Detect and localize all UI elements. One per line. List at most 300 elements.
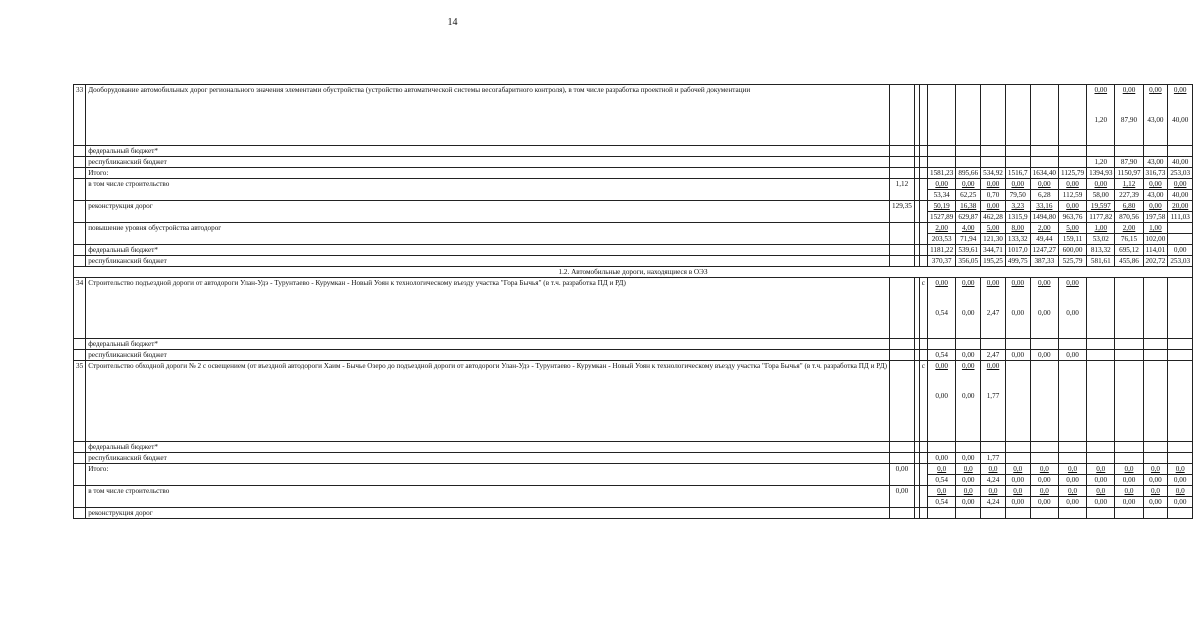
extra-cell [919,464,927,486]
value-cell [1059,339,1087,350]
value-cell [1115,350,1143,361]
value-top: 0,0 [1143,464,1168,475]
row-label: в том числе строительство [86,179,890,201]
budget-row [74,453,1193,464]
extra-cell [919,486,927,508]
value-bottom: 0,70 [981,190,1006,201]
value-cell: 0,54 [927,350,955,361]
value-cell: 1017,0 [1005,245,1030,256]
value-bottom: 121,30 [981,234,1006,245]
value-cell [1087,442,1115,453]
extra-cell [919,508,927,519]
value-top: 0,0 [1030,486,1058,497]
value-cell: 195,25 [981,256,1006,267]
extra-cell [890,442,915,453]
budget-row [74,442,1193,453]
value-cell [1115,278,1143,339]
value-cell [1115,339,1143,350]
empty-cell [74,486,86,508]
value-top: 0,0 [981,486,1006,497]
value-cell: 1,77 [981,453,1006,464]
value-cell [1030,278,1058,339]
value-cell [1030,85,1058,146]
value-cell [1115,361,1143,442]
value-cell [927,508,955,519]
value-cell [1143,278,1168,339]
row-label: федеральный бюджет* [86,339,890,350]
row-label: повышение уровня обустройства автодорог [86,223,890,245]
item-number: 34 [74,278,86,339]
extra-cell [919,245,927,256]
extra-cell [890,339,915,350]
value-top: 0,00 [961,279,975,287]
value-cell: 1516,7 [1005,168,1030,179]
value-cell: 253,03 [1168,256,1193,267]
value-bottom: 1315,9 [1005,212,1030,223]
value-top: 0,0 [1115,464,1143,475]
row-label: федеральный бюджет* [86,146,890,157]
value-top: 0,00 [1168,179,1193,190]
value-top: 0,00 [956,179,981,190]
value-top: 0,0 [1030,464,1058,475]
value-top: 0,0 [1087,486,1115,497]
section-row [74,267,1193,278]
value-cell: 0,00 [927,453,955,464]
value-cell [956,361,981,442]
value-bottom: 71,94 [956,234,981,245]
value-bottom: 0,00 [1143,475,1168,486]
extra-cell [890,278,915,339]
value-cell [1030,146,1058,157]
value-bottom: 462,28 [981,212,1006,223]
value-cell [1143,339,1168,350]
value-bottom: 4,24 [981,475,1006,486]
value-cell [1059,508,1087,519]
item-label: Строительство подъездной дороги от автодороги Улан-Удэ - Турунтаево - Курумкан - Новый Уоян к технологическому въезду участка "Гора Бычья" (в т.ч. разработка ПД и РД) [86,278,890,339]
value-top: 0,0 [1059,464,1087,475]
value-top: 0,0 [956,486,981,497]
item-row [74,361,1193,442]
value-bottom: 870,56 [1115,212,1143,223]
value-top: 5,00 [1059,223,1087,234]
value-cell: 202,72 [1143,256,1168,267]
value-cell [1087,508,1115,519]
value-top: 0,00 [1087,179,1115,190]
value-bottom: 40,00 [1168,190,1193,201]
value-cell [1143,361,1168,442]
budget-row [74,146,1193,157]
split-row-top [74,464,1193,475]
value-top: 0,00 [1149,86,1162,94]
value-top: 0,00 [1143,201,1168,212]
extra-cell [919,157,927,168]
value-cell: 356,05 [956,256,981,267]
empty-cell [74,245,86,256]
value-cell: 539,61 [956,245,981,256]
value-top: 0,00 [981,179,1006,190]
extra-cell [890,157,915,168]
empty-cell [74,168,86,179]
value-bottom: 79,50 [1005,190,1030,201]
value-cell [1087,339,1115,350]
value-bottom: 111,03 [1168,212,1193,223]
extra-cell [919,146,927,157]
value-top: 0,00 [927,179,955,190]
value-cell [1168,453,1193,464]
value-bottom: 0,00 [1030,497,1058,508]
budget-row [74,168,1193,179]
value-cell: 1125,79 [1059,168,1087,179]
value-top: 0,0 [927,464,955,475]
budget-table [73,84,1193,519]
row-label: федеральный бюджет* [86,245,890,256]
value-cell [1143,508,1168,519]
value-cell [1115,453,1143,464]
empty-cell [74,339,86,350]
value-bottom: 0,00 [1115,497,1143,508]
split-row-top [74,223,1193,234]
row-label: федеральный бюджет* [86,442,890,453]
value-top: 0,00 [1066,279,1079,287]
value-cell [1005,157,1030,168]
budget-row [74,339,1193,350]
value-top: 0,00 [935,279,948,287]
value-bottom: 0,00 [1087,475,1115,486]
row-label: республиканский бюджет [86,157,890,168]
value-cell [981,146,1006,157]
extra-cell [919,223,927,245]
empty-cell [74,464,86,486]
value-cell [1005,278,1030,339]
value-bottom: 87,90 [1120,116,1138,124]
value-cell [927,442,955,453]
empty-cell [74,453,86,464]
value-top: 3,23 [1005,201,1030,212]
value-cell [956,508,981,519]
value-cell: 344,71 [981,245,1006,256]
value-top: 0,00 [981,201,1006,212]
value-bottom: 1,20 [1094,116,1108,124]
value-cell [1005,508,1030,519]
value-bottom: 0,00 [935,392,948,400]
value-bottom: 0,00 [1011,309,1025,317]
value-top: 4,00 [956,223,981,234]
value-cell: 534,92 [981,168,1006,179]
row-label: республиканский бюджет [86,453,890,464]
value-bottom: 58,00 [1087,190,1115,201]
value-bottom: 1,77 [986,392,1000,400]
value-cell [1168,339,1193,350]
value-cell [1168,442,1193,453]
value-bottom: 1527,89 [927,212,955,223]
value-cell [1143,442,1168,453]
split-row-top [74,179,1193,190]
budget-row [74,245,1193,256]
value-bottom: 43,00 [1143,190,1168,201]
table-body [74,85,1193,519]
extra-cell: 1,12 [890,179,915,201]
value-top: 20,00 [1168,201,1193,212]
value-bottom: 62,25 [956,190,981,201]
value-bottom: 0,00 [961,392,975,400]
value-cell [1005,146,1030,157]
value-top: 0,0 [1005,486,1030,497]
value-cell [1030,442,1058,453]
value-cell [1059,442,1087,453]
value-bottom: 112,59 [1059,190,1087,201]
value-bottom: 0,54 [927,475,955,486]
item-label: Строительство обходной дороги № 2 с освещением (от въездной автодороги Хаим - Бычье Озеро до подъездной дороги от автодороги Улан-Удэ - Турунтаево - Курумкан - Новый Уоян к технологическому въезду участка "Гора Бычья" (в т.ч. разработка ПД и РД) [86,361,890,442]
value-top [1168,223,1193,234]
value-bottom: 0,54 [935,309,948,317]
value-top: 0,00 [1059,201,1087,212]
value-cell: 1634,40 [1030,168,1058,179]
extra-cell [919,339,927,350]
value-cell [981,442,1006,453]
value-bottom: 0,00 [1066,309,1079,317]
value-cell: 43,00 [1143,157,1168,168]
value-bottom: 963,76 [1059,212,1087,223]
extra-cell [919,442,927,453]
value-top: 0,00 [1094,86,1108,94]
value-cell: 253,03 [1168,168,1193,179]
value-bottom: 227,39 [1115,190,1143,201]
value-cell [927,146,955,157]
item-label: Дооборудование автомобильных дорог регионального значения элементами обустройства (устройство автоматической системы весогабаритного контроля), в том числе разработка проектной и рабочей документации [86,85,890,146]
value-cell [1030,508,1058,519]
value-bottom: 0,00 [1038,309,1051,317]
value-cell [1087,278,1115,339]
value-bottom: 0,00 [1059,475,1087,486]
extra-cell: 129,35 [890,201,915,223]
value-cell: 114,01 [1143,245,1168,256]
row-label: в том числе строительство [86,486,890,508]
value-cell [927,339,955,350]
value-bottom: 0,00 [956,497,981,508]
extra-cell [890,146,915,157]
value-bottom: 53,34 [927,190,955,201]
value-bottom [1168,234,1193,245]
empty-cell [74,350,86,361]
extra-cell [919,168,927,179]
value-cell [956,442,981,453]
empty-cell [74,201,86,223]
split-row-top [74,201,1193,212]
value-cell [1005,339,1030,350]
value-cell [1115,508,1143,519]
value-bottom: 629,87 [956,212,981,223]
value-top: 6,80 [1115,201,1143,212]
extra-cell [919,453,927,464]
value-cell [927,85,955,146]
value-top: 0,0 [956,464,981,475]
value-cell [1059,453,1087,464]
extra-cell: с [919,278,927,339]
value-top: 1,12 [1115,179,1143,190]
value-cell [981,278,1006,339]
value-bottom: 0,00 [1168,497,1193,508]
value-top: 1,00 [1143,223,1168,234]
value-bottom: 0,54 [927,497,955,508]
value-bottom: 0,00 [1005,475,1030,486]
extra-cell [919,256,927,267]
value-top: 0,00 [1030,179,1058,190]
value-cell [1143,85,1168,146]
value-cell [927,278,955,339]
value-bottom: 1494,80 [1030,212,1058,223]
extra-cell: 0,00 [890,464,915,486]
value-cell [1143,350,1168,361]
value-bottom: 0,00 [1005,497,1030,508]
value-top: 0,00 [1122,86,1136,94]
value-bottom: 1177,82 [1087,212,1115,223]
value-cell [981,361,1006,442]
extra-cell [890,85,915,146]
extra-cell [890,223,915,245]
value-cell: 1150,97 [1115,168,1143,179]
empty-cell [74,442,86,453]
value-cell [981,339,1006,350]
value-top: 0,00 [935,362,948,370]
value-cell: 813,32 [1087,245,1115,256]
row-label: реконструкция дорог [86,201,890,223]
value-cell [956,157,981,168]
value-top: 0,0 [927,486,955,497]
value-bottom: 0,00 [1168,475,1193,486]
value-cell [1115,146,1143,157]
item-row [74,278,1193,339]
value-bottom: 0,00 [1059,497,1087,508]
value-top: 50,19 [927,201,955,212]
value-top: 0,00 [986,279,1000,287]
extra-cell: с [919,361,927,442]
value-cell: 0,00 [1059,350,1087,361]
value-bottom: 0,00 [961,309,975,317]
value-top: 2,00 [1030,223,1058,234]
value-cell [1143,453,1168,464]
value-cell [1115,85,1143,146]
value-top: 0,0 [1168,486,1193,497]
budget-row [74,508,1193,519]
value-cell: 455,86 [1115,256,1143,267]
empty-cell [74,157,86,168]
value-cell [1059,278,1087,339]
value-cell [956,146,981,157]
value-cell [1143,146,1168,157]
value-cell [1168,146,1193,157]
value-bottom: 6,28 [1030,190,1058,201]
value-cell [1087,453,1115,464]
item-number: 33 [74,85,86,146]
value-cell [1087,350,1115,361]
value-top: 0,0 [981,464,1006,475]
value-bottom: 53,02 [1087,234,1115,245]
value-cell: 0,00 [1005,350,1030,361]
value-bottom: 0,00 [1087,497,1115,508]
value-top: 0,00 [1143,179,1168,190]
value-top: 2,00 [927,223,955,234]
value-cell [1005,361,1030,442]
value-top: 0,0 [1168,464,1193,475]
value-top: 16,38 [956,201,981,212]
value-cell [1059,157,1087,168]
budget-row [74,157,1193,168]
value-top: 0,00 [961,362,975,370]
value-cell: 581,61 [1087,256,1115,267]
value-top: 8,00 [1005,223,1030,234]
value-cell: 387,33 [1030,256,1058,267]
value-cell: 40,00 [1168,157,1193,168]
value-top: 19,597 [1087,201,1115,212]
item-number: 35 [74,361,86,442]
value-cell [1030,361,1058,442]
value-cell [1030,157,1058,168]
value-cell [927,361,955,442]
empty-cell [74,256,86,267]
value-cell [956,339,981,350]
value-cell [1059,85,1087,146]
value-cell [1087,361,1115,442]
value-cell: 1,20 [1087,157,1115,168]
value-cell [1168,278,1193,339]
value-bottom: 4,24 [981,497,1006,508]
value-bottom: 159,11 [1059,234,1087,245]
value-cell: 370,37 [927,256,955,267]
value-cell: 2,47 [981,350,1006,361]
budget-row [74,256,1193,267]
value-top: 0,00 [1038,279,1051,287]
row-label: республиканский бюджет [86,256,890,267]
section-heading: 1.2. Автомобильные дороги, находящиеся в ОЭЗ [74,267,1193,278]
value-cell [1168,508,1193,519]
row-label: республиканский бюджет [86,350,890,361]
extra-cell [890,361,915,442]
value-cell: 0,00 [956,350,981,361]
empty-cell [74,508,86,519]
value-cell [1168,350,1193,361]
value-cell [1168,85,1193,146]
extra-cell [890,508,915,519]
item-row [74,85,1193,146]
value-cell: 0,00 [956,453,981,464]
value-cell [956,85,981,146]
value-top: 0,00 [1173,86,1187,94]
value-top: 0,00 [1005,179,1030,190]
value-cell: 1581,23 [927,168,955,179]
extra-cell [890,168,915,179]
value-top: 5,00 [981,223,1006,234]
extra-cell [919,85,927,146]
value-bottom: 76,15 [1115,234,1143,245]
value-cell [1168,361,1193,442]
value-top: 0,0 [1059,486,1087,497]
value-cell [1030,453,1058,464]
value-cell [1005,85,1030,146]
value-bottom: 133,32 [1005,234,1030,245]
extra-cell [919,350,927,361]
value-cell: 600,00 [1059,245,1087,256]
value-bottom: 2,47 [986,309,1000,317]
extra-cell [919,201,927,223]
value-top: 0,0 [1005,464,1030,475]
extra-cell [890,453,915,464]
value-cell [1005,442,1030,453]
value-bottom: 0,00 [1115,475,1143,486]
value-top: 0,00 [986,362,1000,370]
value-top: 0,0 [1143,486,1168,497]
value-cell: 895,66 [956,168,981,179]
empty-cell [74,146,86,157]
